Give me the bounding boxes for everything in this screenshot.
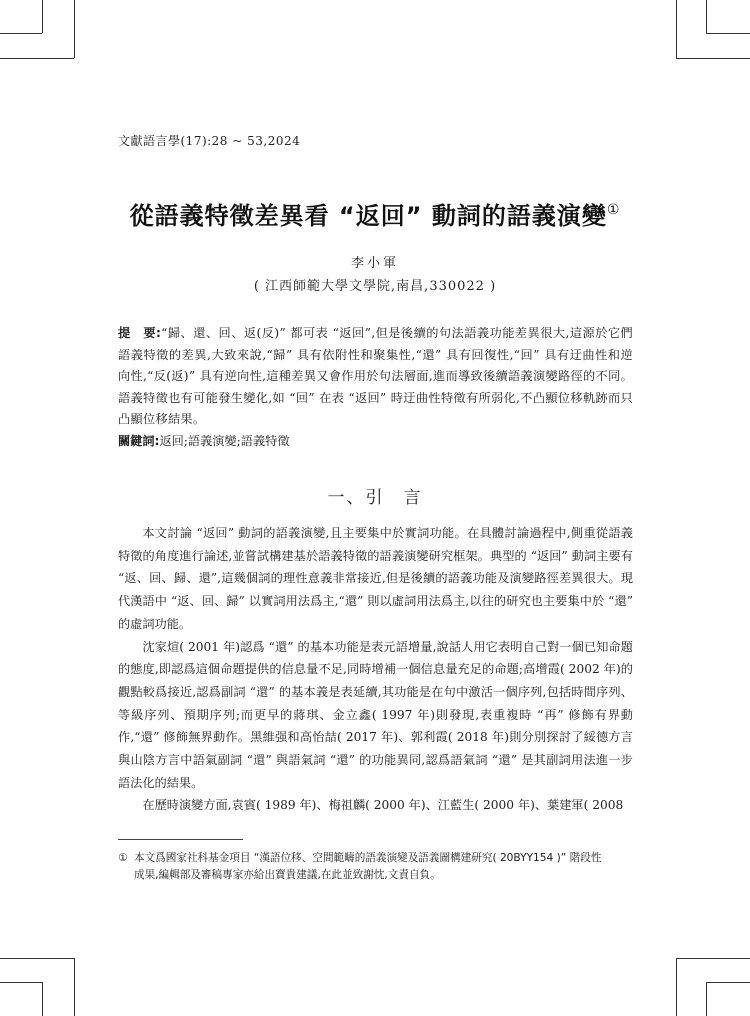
crop-mark <box>676 0 677 58</box>
crop-mark <box>0 982 42 983</box>
title-text: 從語義特徵差異看 “返回” 動詞的語義演變 <box>129 202 607 230</box>
crop-mark <box>706 982 707 1016</box>
crop-mark <box>706 0 707 33</box>
body-text <box>118 522 633 817</box>
footnote-line-1: 本文爲國家社科基金項目 “漢語位移、空間範疇的語義演變及語義圖構建研究( 20BYY154 )” 階段性 <box>134 852 602 864</box>
keywords-label: 關鍵詞: <box>118 434 160 448</box>
crop-mark <box>0 58 74 59</box>
running-head: 文獻語言學(17):28 ~ 53,2024 <box>118 134 301 148</box>
abstract-label: 提 要: <box>118 326 162 340</box>
crop-mark <box>42 982 43 1016</box>
article-title <box>0 196 750 231</box>
author-name: 李小軍 <box>350 256 399 271</box>
crop-mark <box>74 958 75 1016</box>
paragraph: 沈家煊( 2001 年)認爲 “還” 的基本功能是表元語增量,說話人用它表明自己對一個已知命題的態度,即認爲這個命題提供的信息量不足,同時增補一個信息量充足的命題;高增霞( 2002 年)的觀點較爲接近,認爲副詞 “還” 的基本義是表延續,其功能是在句中激活一個序列,包括時間序列、等級序列、預期序列;而更早的蔣琪、金立鑫( 1997 年)則發現,表重複時 “再” 修飾有界動作,“還” 修飾無界動作。黑維强和高怡喆( 2017 年)、郭利霞( 2018 年)則分別探討了綏德方言與山陰方言中語氣副詞 “還” 與語氣詞 “還” 的功能異同,認爲語氣詞 “還” 是其副詞用法進一步語法化的結果。 <box>118 639 633 790</box>
abstract <box>118 323 633 431</box>
abstract-text: “歸、還、回、返(反)” 都可表 “返回”,但是後續的句法語義功能差異很大,這源於它們語義特徵的差異,大致來說,“歸” 具有依附性和聚集性,“還” 具有回復性,“回” 具有迂曲性和逆向性,“反(返)” 具有逆向性,這種差異又會作用於句法層面,進而導致後續語義演變路徑的不同。語義特徵也有可能發生變化,如 “回” 在表 “返回” 時迂曲性特徵有所弱化,不凸顯位移軌跡而只凸顯位移結果。 <box>118 326 634 426</box>
crop-mark <box>706 982 750 983</box>
crop-mark <box>676 958 750 959</box>
paragraph: 在歷時演變方面,袁賓( 1989 年)、梅祖麟( 2000 年)、江藍生( 2000 年)、葉建軍( 2008 <box>142 798 624 813</box>
paragraph: 本文討論 “返回” 動詞的語義演變,且主要集中於實詞功能。在具體討論過程中,側重從語義特徵的角度進行論述,並嘗試構建基於語義特徵的語義演變研究框架。典型的 “返回” 動詞主要有 “返、回、歸、還”,這幾個詞的理性意義非常接近,但是後續的語義功能及演變路徑差異很大。現代漢語中 “返、回、歸” 以實詞用法爲主,“還” 則以虛詞用法爲主,以往的研究也主要集中於 “還” 的虛詞功能。 <box>118 526 633 631</box>
crop-mark <box>676 58 750 59</box>
crop-mark <box>0 958 74 959</box>
crop-mark <box>74 0 75 58</box>
footnote-mark: ① <box>118 852 128 864</box>
footnote <box>118 850 633 884</box>
crop-mark <box>676 958 677 1016</box>
footnote-divider <box>118 839 243 840</box>
keywords-text: 返回;語義演變;語義特徵 <box>159 434 290 448</box>
crop-mark <box>706 33 750 34</box>
crop-mark <box>0 33 42 34</box>
title-footnote-mark[interactable]: ① <box>606 202 621 218</box>
author-affiliation: ( 江西師範大學文學院,南昌,330022 ) <box>253 279 497 294</box>
crop-mark <box>42 0 43 33</box>
section-heading: 一、引 言 <box>327 488 423 508</box>
keywords <box>118 431 633 452</box>
footnote-line-2: 成果,編輯部及審稿專家亦給出寶貴建議,在此並致謝忱,文責自負。 <box>134 869 441 881</box>
